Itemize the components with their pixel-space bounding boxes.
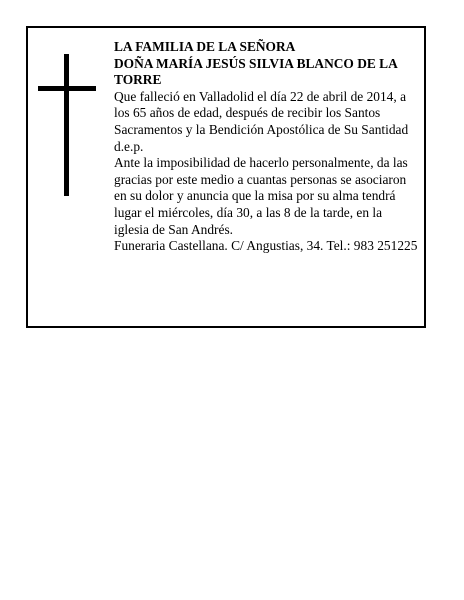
family-heading: LA FAMILIA DE LA SEÑORA: [114, 39, 296, 54]
death-announcement: Que falleció en Valladolid el día 22 de abril de 2014, a los 65 años de edad, después de recibir los Santos Sacramentos y la Bendición Apostólica de Su Santidad d.e.p.: [114, 88, 409, 154]
obituary-text: [114, 39, 420, 255]
deceased-name: DOÑA MARÍA JESÚS SILVIA BLANCO DE LA TORRE: [114, 55, 398, 88]
funeral-home-info: Funeraria Castellana. C/ Angustias, 34. Tel.: 983 251225: [114, 238, 418, 254]
thanks-and-mass-announcement: Ante la imposibilidad de hacerlo personalmente, da las gracias por este medio a cuantas personas se asociaron en su dolor y anuncia que la misa por su alma tendrá lugar el miércoles, día 30, a las 8 de la tarde, en la iglesia de San Andrés.: [114, 155, 408, 237]
cross-horizontal-bar: [38, 86, 96, 91]
cross-vertical-bar: [64, 54, 69, 196]
